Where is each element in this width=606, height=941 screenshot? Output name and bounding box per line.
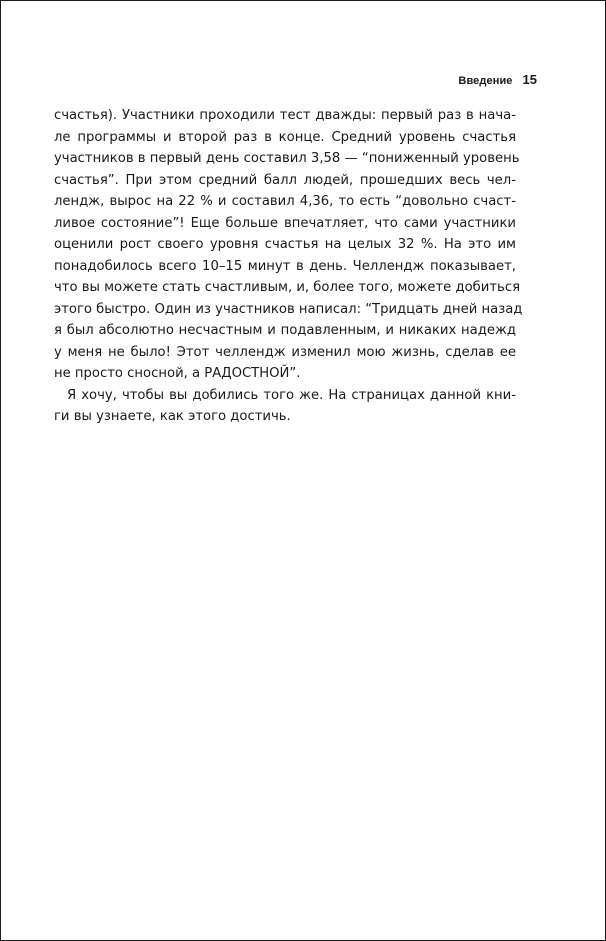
text-line: оценили рост своего уровня счастья на целых 32 %. На это им	[54, 237, 516, 252]
text-line: участников в первый день составил 3,58 — “пониженный уровень	[54, 151, 520, 166]
section-title: Введение	[458, 75, 513, 87]
text-line: Я хочу, чтобы вы добились того же. На страницах данной кни-	[67, 387, 516, 403]
text-line: у меня не было! Этот челлендж изменил мою жизнь, сделав ее	[54, 344, 516, 360]
text-line: ле программы и второй раз в конце. Средний уровень счастья	[54, 129, 516, 145]
text-line: я был абсолютно несчастным и подавленным, и никаких надежд	[54, 323, 516, 338]
text-line: этого быстро. Один из участников написал: “Тридцать дней назад	[54, 301, 523, 317]
page-number: 15	[522, 72, 537, 87]
text-line: ги вы узнаете, как этого достичь.	[54, 409, 291, 424]
running-header	[458, 72, 537, 87]
text-line: что вы можете стать счастливым, и, более того, можете добиться	[54, 280, 520, 295]
text-line: счастья”. При этом средний балл людей, прошедших весь чел-	[54, 172, 516, 188]
text-line: счастья). Участники проходили тест дважды: первый раз в нача-	[54, 108, 516, 123]
paragraph-2	[54, 385, 516, 428]
text-line: не просто сносной, а РАДОСТНОЙ”.	[54, 366, 301, 381]
body-text	[54, 105, 523, 428]
text-line: ливое состояние”! Еще больше впечатляет, что сами участники	[54, 215, 516, 231]
text-line: понадобилось всего 10–15 минут в день. Челлендж показывает,	[54, 258, 516, 274]
paragraph-1	[54, 105, 523, 385]
text-line: лендж, вырос на 22 % и составил 4,36, то есть “довольно счаст-	[54, 194, 516, 209]
